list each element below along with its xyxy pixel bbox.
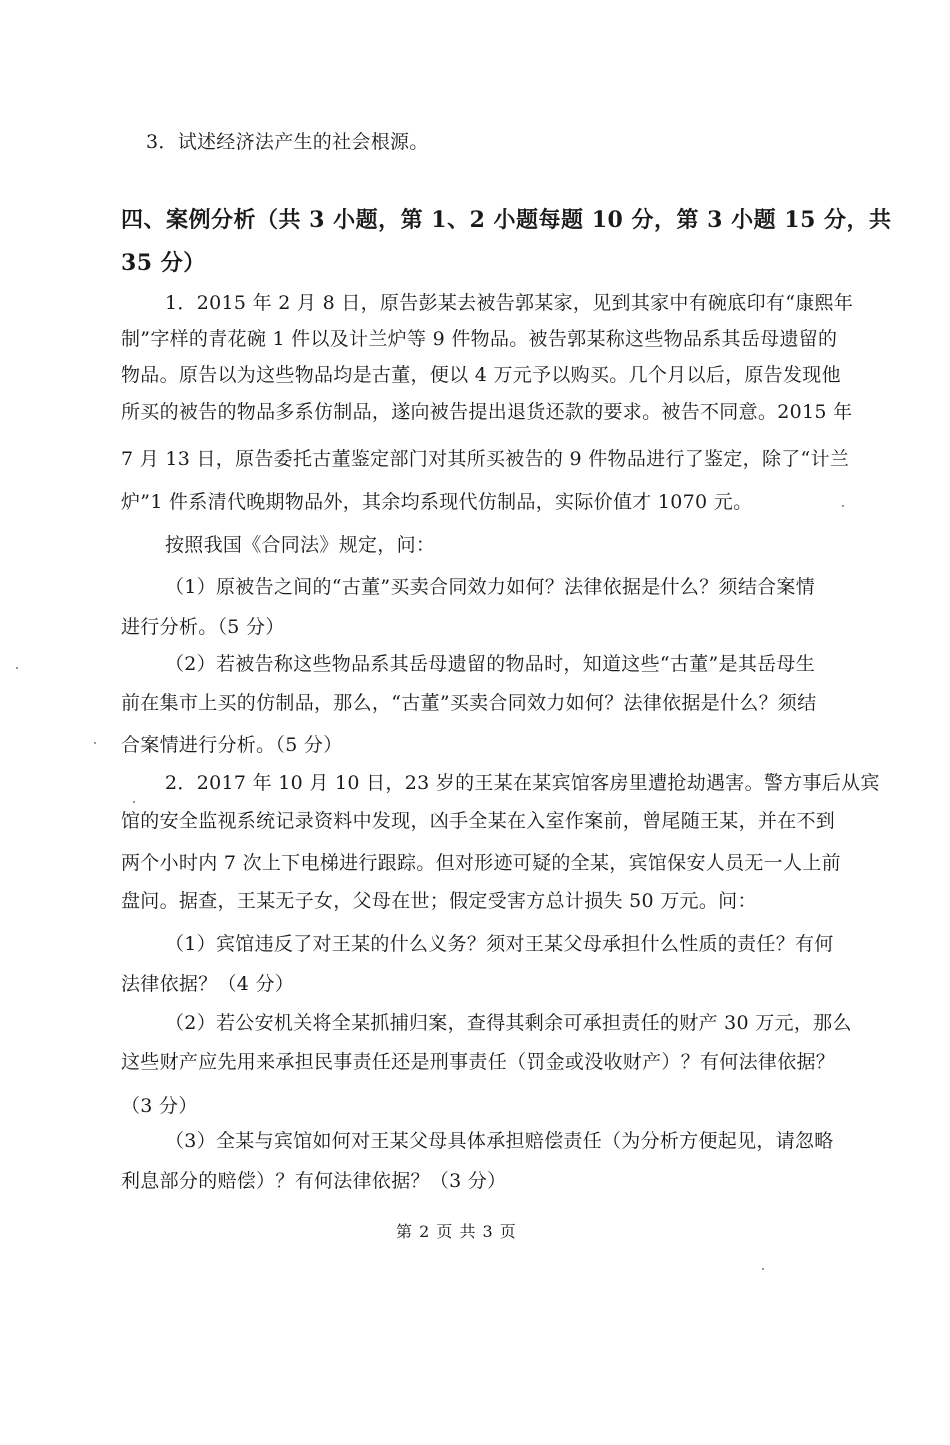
case-1-q2-line: （2）若被告称这些物品系其岳母遗留的物品时，知道这些“古董”是其岳母生 [165, 653, 816, 675]
case-1-q2-line: 前在集市上买的仿制品，那么，“古董”买卖合同效力如何？法律依据是什么？须结 [121, 692, 817, 714]
scan-speck [762, 1268, 764, 1270]
case-2-q1-line: （1）宾馆违反了对王某的什么义务？须对王某父母承担什么性质的责任？有何 [165, 933, 834, 955]
case-2-line: 2．2017 年 10 月 10 日，23 岁的王某在某宾馆客房里遭抢劫遇害。警方事后从宾 [165, 772, 880, 794]
case-1-line: 7 月 13 日，原告委托古董鉴定部门对其所买被告的 9 件物品进行了鉴定，除了“计兰 [121, 448, 850, 470]
case-1-line: 制”字样的青花碗 1 件以及计兰炉等 9 件物品。被告郭某称这些物品系其岳母遗留的 [121, 328, 838, 350]
case-1-line: 物品。原告以为这些物品均是古董，便以 4 万元予以购买。几个月以后，原告发现他 [121, 364, 841, 386]
case-2-q3-line: （3）全某与宾馆如何对王某父母具体承担赔偿责任（为分析方便起见，请忽略 [165, 1130, 834, 1152]
scan-speck [94, 742, 96, 744]
scan-speck [842, 505, 844, 507]
case-2-q2-line: 这些财产应先用来承担民事责任还是刑事责任（罚金或没收财产）？有何法律依据？ [121, 1051, 836, 1073]
case-2-line: 馆的安全监视系统记录资料中发现，凶手全某在入室作案前，曾尾随王某，并在不到 [121, 810, 836, 832]
case-1-line: 1．2015 年 2 月 8 日，原告彭某去被告郭某家，见到其家中有碗底印有“康熙年 [165, 292, 854, 314]
case-2-line: 盘问。据查，王某无子女，父母在世；假定受害方总计损失 50 万元。问： [121, 890, 757, 912]
case-1-q1-line: 进行分析。（5 分） [121, 616, 285, 638]
section-four-heading-line1: 四、案例分析（共 3 小题，第 1、2 小题每题 10 分，第 3 小题 15 分，共 [121, 207, 892, 233]
section-four-heading-line2: 35 分） [121, 250, 206, 276]
scan-speck [16, 667, 18, 669]
case-1-line: 所买的被告的物品多系仿制品，遂向被告提出退货还款的要求。被告不同意。2015 年 [121, 401, 853, 423]
case-1-line: 炉”1 件系清代晚期物品外，其余均系现代仿制品，实际价值才 1070 元。 [121, 491, 753, 513]
page-number-footer: 第 2 页 共 3 页 [396, 1222, 517, 1241]
scan-speck [133, 801, 135, 803]
case-2-q3-line: 利息部分的赔偿）？有何法律依据？（3 分） [121, 1170, 507, 1192]
question-3: 3．试述经济法产生的社会根源。 [146, 131, 429, 153]
case-1-q2-line: 合案情进行分析。（5 分） [121, 734, 343, 756]
case-2-line: 两个小时内 7 次上下电梯进行跟踪。但对形迹可疑的全某，宾馆保安人员无一人上前 [121, 852, 841, 874]
case-2-q2-line: （2）若公安机关将全某抓捕归案，查得其剩余可承担责任的财产 30 万元，那么 [165, 1012, 852, 1034]
case-2-q1-line: 法律依据？（4 分） [121, 973, 295, 995]
case-1-q1-line: （1）原被告之间的“古董”买卖合同效力如何？法律依据是什么？须结合案情 [165, 576, 816, 598]
case-2-q2-line: （3 分） [121, 1095, 198, 1117]
case-1-prompt: 按照我国《合同法》规定，问： [165, 534, 436, 556]
